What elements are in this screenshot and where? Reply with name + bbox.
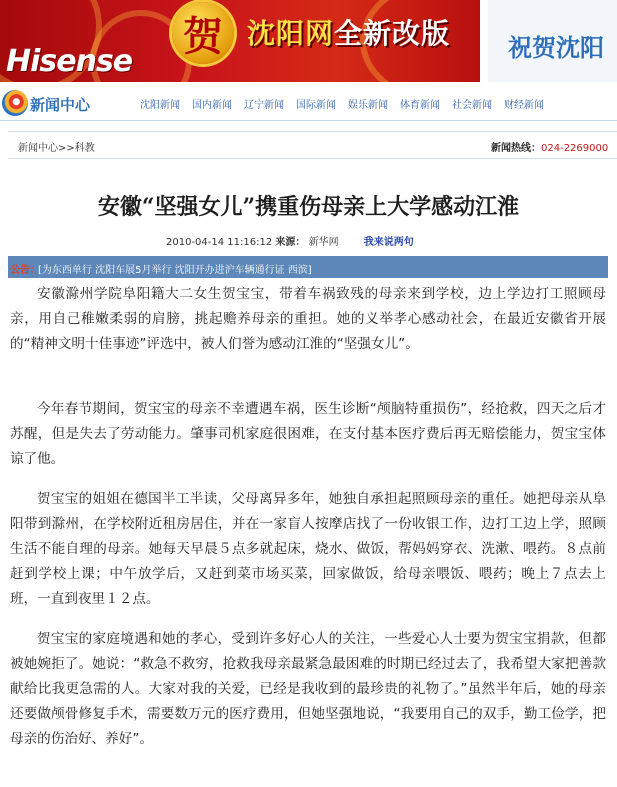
- breadcrumb-bar: [8, 131, 617, 159]
- notice-ticker[interactable]: [为东西单行 沈阳车展5月举行 沈阳开办进沪车辆通行证 西滨]: [38, 265, 312, 276]
- spiral-logo-icon: [2, 90, 28, 116]
- nav-link-international[interactable]: 国际新闻: [296, 100, 336, 111]
- breadcrumb[interactable]: 新闻中心>>科教: [18, 143, 95, 154]
- nav-link-liaoning[interactable]: 辽宁新闻: [244, 100, 284, 111]
- article-paragraph: 贺宝宝的家庭境遇和她的孝心，受到许多好心人的关注，一些爱心人士要为贺宝宝捐款，但都被她婉拒了。她说：“救急不救穷，抢救我母亲最紧急最困难的时期已经过去了，我希望大家把善款献给比我更急需的人。大家对我的关爱，已经是我收到的最珍贵的礼物了。”虽然半年后，她的母亲还要做颅骨修复手术，需要数万元的医疗费用，但她坚强地说，“我要用自己的双手，勤工俭学，把母亲的伤治好、养好”。: [10, 631, 606, 747]
- article-body: [10, 282, 606, 752]
- news-center-logo[interactable]: [0, 88, 120, 118]
- nav-link-finance[interactable]: 财经新闻: [504, 100, 544, 111]
- comment-link[interactable]: 我来说两句: [363, 237, 414, 248]
- right-banner-ad[interactable]: [488, 0, 617, 82]
- nav-link-sports[interactable]: 体育新闻: [400, 100, 440, 111]
- nav-links: [140, 96, 556, 111]
- hotline-label: 新闻热线：: [491, 143, 541, 154]
- main-nav: [0, 82, 617, 122]
- banner-site-name: 沈阳网: [247, 17, 335, 50]
- news-hotline: [491, 139, 608, 154]
- nav-divider: [0, 120, 617, 121]
- nav-link-society[interactable]: 社会新闻: [452, 100, 492, 111]
- banner-headline: [247, 12, 450, 52]
- nav-link-domestic[interactable]: 国内新闻: [192, 100, 232, 111]
- article-title: 安徽“坚强女儿”携重伤母亲上大学感动江淮: [97, 194, 520, 220]
- nav-link-entertainment[interactable]: 娱乐新闻: [348, 100, 388, 111]
- he-badge-icon: 贺: [172, 2, 234, 64]
- logo-text: 新闻中心: [30, 96, 91, 114]
- article-paragraph: 今年春节期间，贺宝宝的母亲不幸遭遇车祸，医生诊断“颅脑特重损伤”，经抢救，四天之后才苏醒，但是失去了劳动能力。肇事司机家庭很困难，在支付基本医疗费后再无赔偿能力，贺宝宝体谅了他。: [10, 401, 606, 467]
- source-label: 来源：: [275, 237, 306, 248]
- article-source: 新华网: [308, 237, 339, 248]
- article-paragraph: 安徽滁州学院阜阳籍大二女生贺宝宝，带着车祸致残的母亲来到学校，边上学边打工照顾母亲，用自己稚嫩柔弱的肩膀，挑起赡养母亲的重担。她的义举孝心感动社会，在最近安徽省开展的“精神文明十佳事迹”评选中，被人们誉为感动江淮的“坚强女儿”。: [10, 286, 606, 352]
- banner-headline-rest: 全新改版: [334, 17, 451, 50]
- hisense-logo: Hisense: [6, 44, 133, 79]
- article-meta: [166, 233, 414, 248]
- top-banner-ad[interactable]: [0, 0, 617, 82]
- notice-tag: 公告：: [10, 265, 40, 276]
- nav-link-shenyang[interactable]: 沈阳新闻: [140, 100, 180, 111]
- notice-bar: [8, 256, 608, 278]
- hotline-number: 024-2269000: [541, 143, 609, 154]
- right-banner-text: 祝贺沈阳: [508, 34, 604, 62]
- article-date: 2010-04-14 11:16:12: [166, 237, 273, 248]
- article-paragraph: 贺宝宝的姐姐在德国半工半读，父母离异多年，她独自承担起照顾母亲的重任。她把母亲从阜阳带到滁州，在学校附近租房居住，并在一家盲人按摩店找了一份收银工作，边打工边上学，照顾生活不能自理的母亲。她每天早晨５点多就起床，烧水、做饭，帮妈妈穿衣、洗漱、喂药。８点前赶到学校上课；中午放学后，又赶到菜市场买菜，回家做饭，给母亲喂饭、喂药；晚上７点去上班，一直到夜里１２点。: [10, 491, 606, 607]
- hisense-banner-ad[interactable]: [0, 0, 480, 82]
